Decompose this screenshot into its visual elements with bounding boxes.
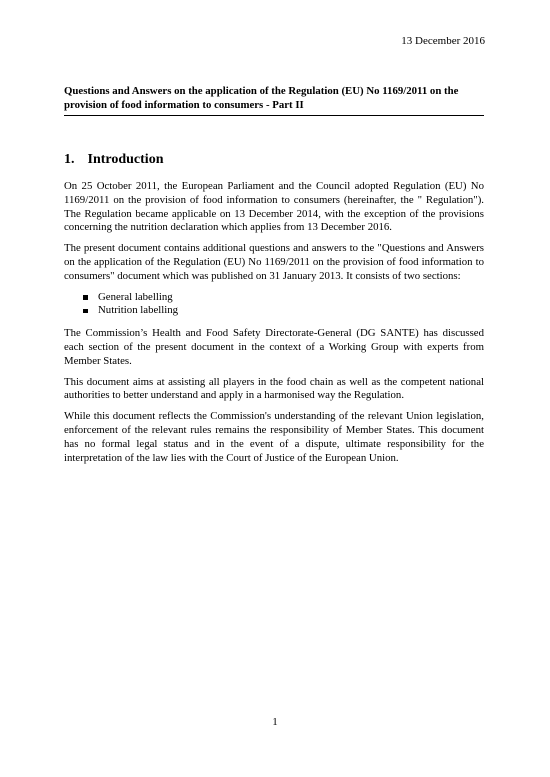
list-item [64, 304, 484, 318]
section-title: Introduction [87, 152, 164, 167]
page-number: 1 [272, 716, 278, 728]
document-title: Questions and Answers on the application of the Regulation (EU) No 1169/2011 on the provision of food information to consumers - Part II [64, 85, 459, 111]
document-date: 13 December 2016 [401, 35, 485, 47]
list-item-label: General labelling [98, 290, 173, 303]
sections-list [64, 291, 484, 319]
paragraph-disclaimer: While this document reflects the Commission's understanding of the relevant Union legislation, enforcement of the relevant rules remains the responsibility of Member States. This document has no formal legal status and in the event of a dispute, ultimate responsibility for the interpretation of the law lies with the Court of Justice of the European Union. [64, 410, 484, 464]
paragraph-adoption: On 25 October 2011, the European Parliament and the Council adopted Regulation (EU) No 1169/2011 on the provision of food information to consumers (hereinafter, the " Regulation"). The Regulation became applicable on 13 December 2014, with the exception of the provisions concerning the nutrition declaration which applies from 13 December 2016. [64, 180, 484, 234]
section-heading [64, 151, 163, 168]
list-item-label: Nutrition labelling [98, 304, 179, 317]
section-number: 1. [64, 152, 75, 167]
title-divider [64, 115, 484, 116]
paragraph-scope: The present document contains additional questions and answers to the "Questions and Answers on the application of the Regulation (EU) No 1169/2011 on the provision of food information to consumers" document which was published on 31 January 2013. It consists of two sections: [64, 242, 484, 282]
paragraph-working-group: The Commission’s Health and Food Safety Directorate-General (DG SANTE) has discussed each section of the present document in the context of a Working Group with experts from Member States. [64, 327, 484, 367]
square-bullet-icon [83, 309, 88, 314]
list-item [64, 291, 484, 305]
body-text [64, 180, 484, 472]
square-bullet-icon [83, 295, 88, 300]
paragraph-purpose: This document aims at assisting all players in the food chain as well as the competent national authorities to better understand and apply in a harmonised way the Regulation. [64, 375, 484, 402]
